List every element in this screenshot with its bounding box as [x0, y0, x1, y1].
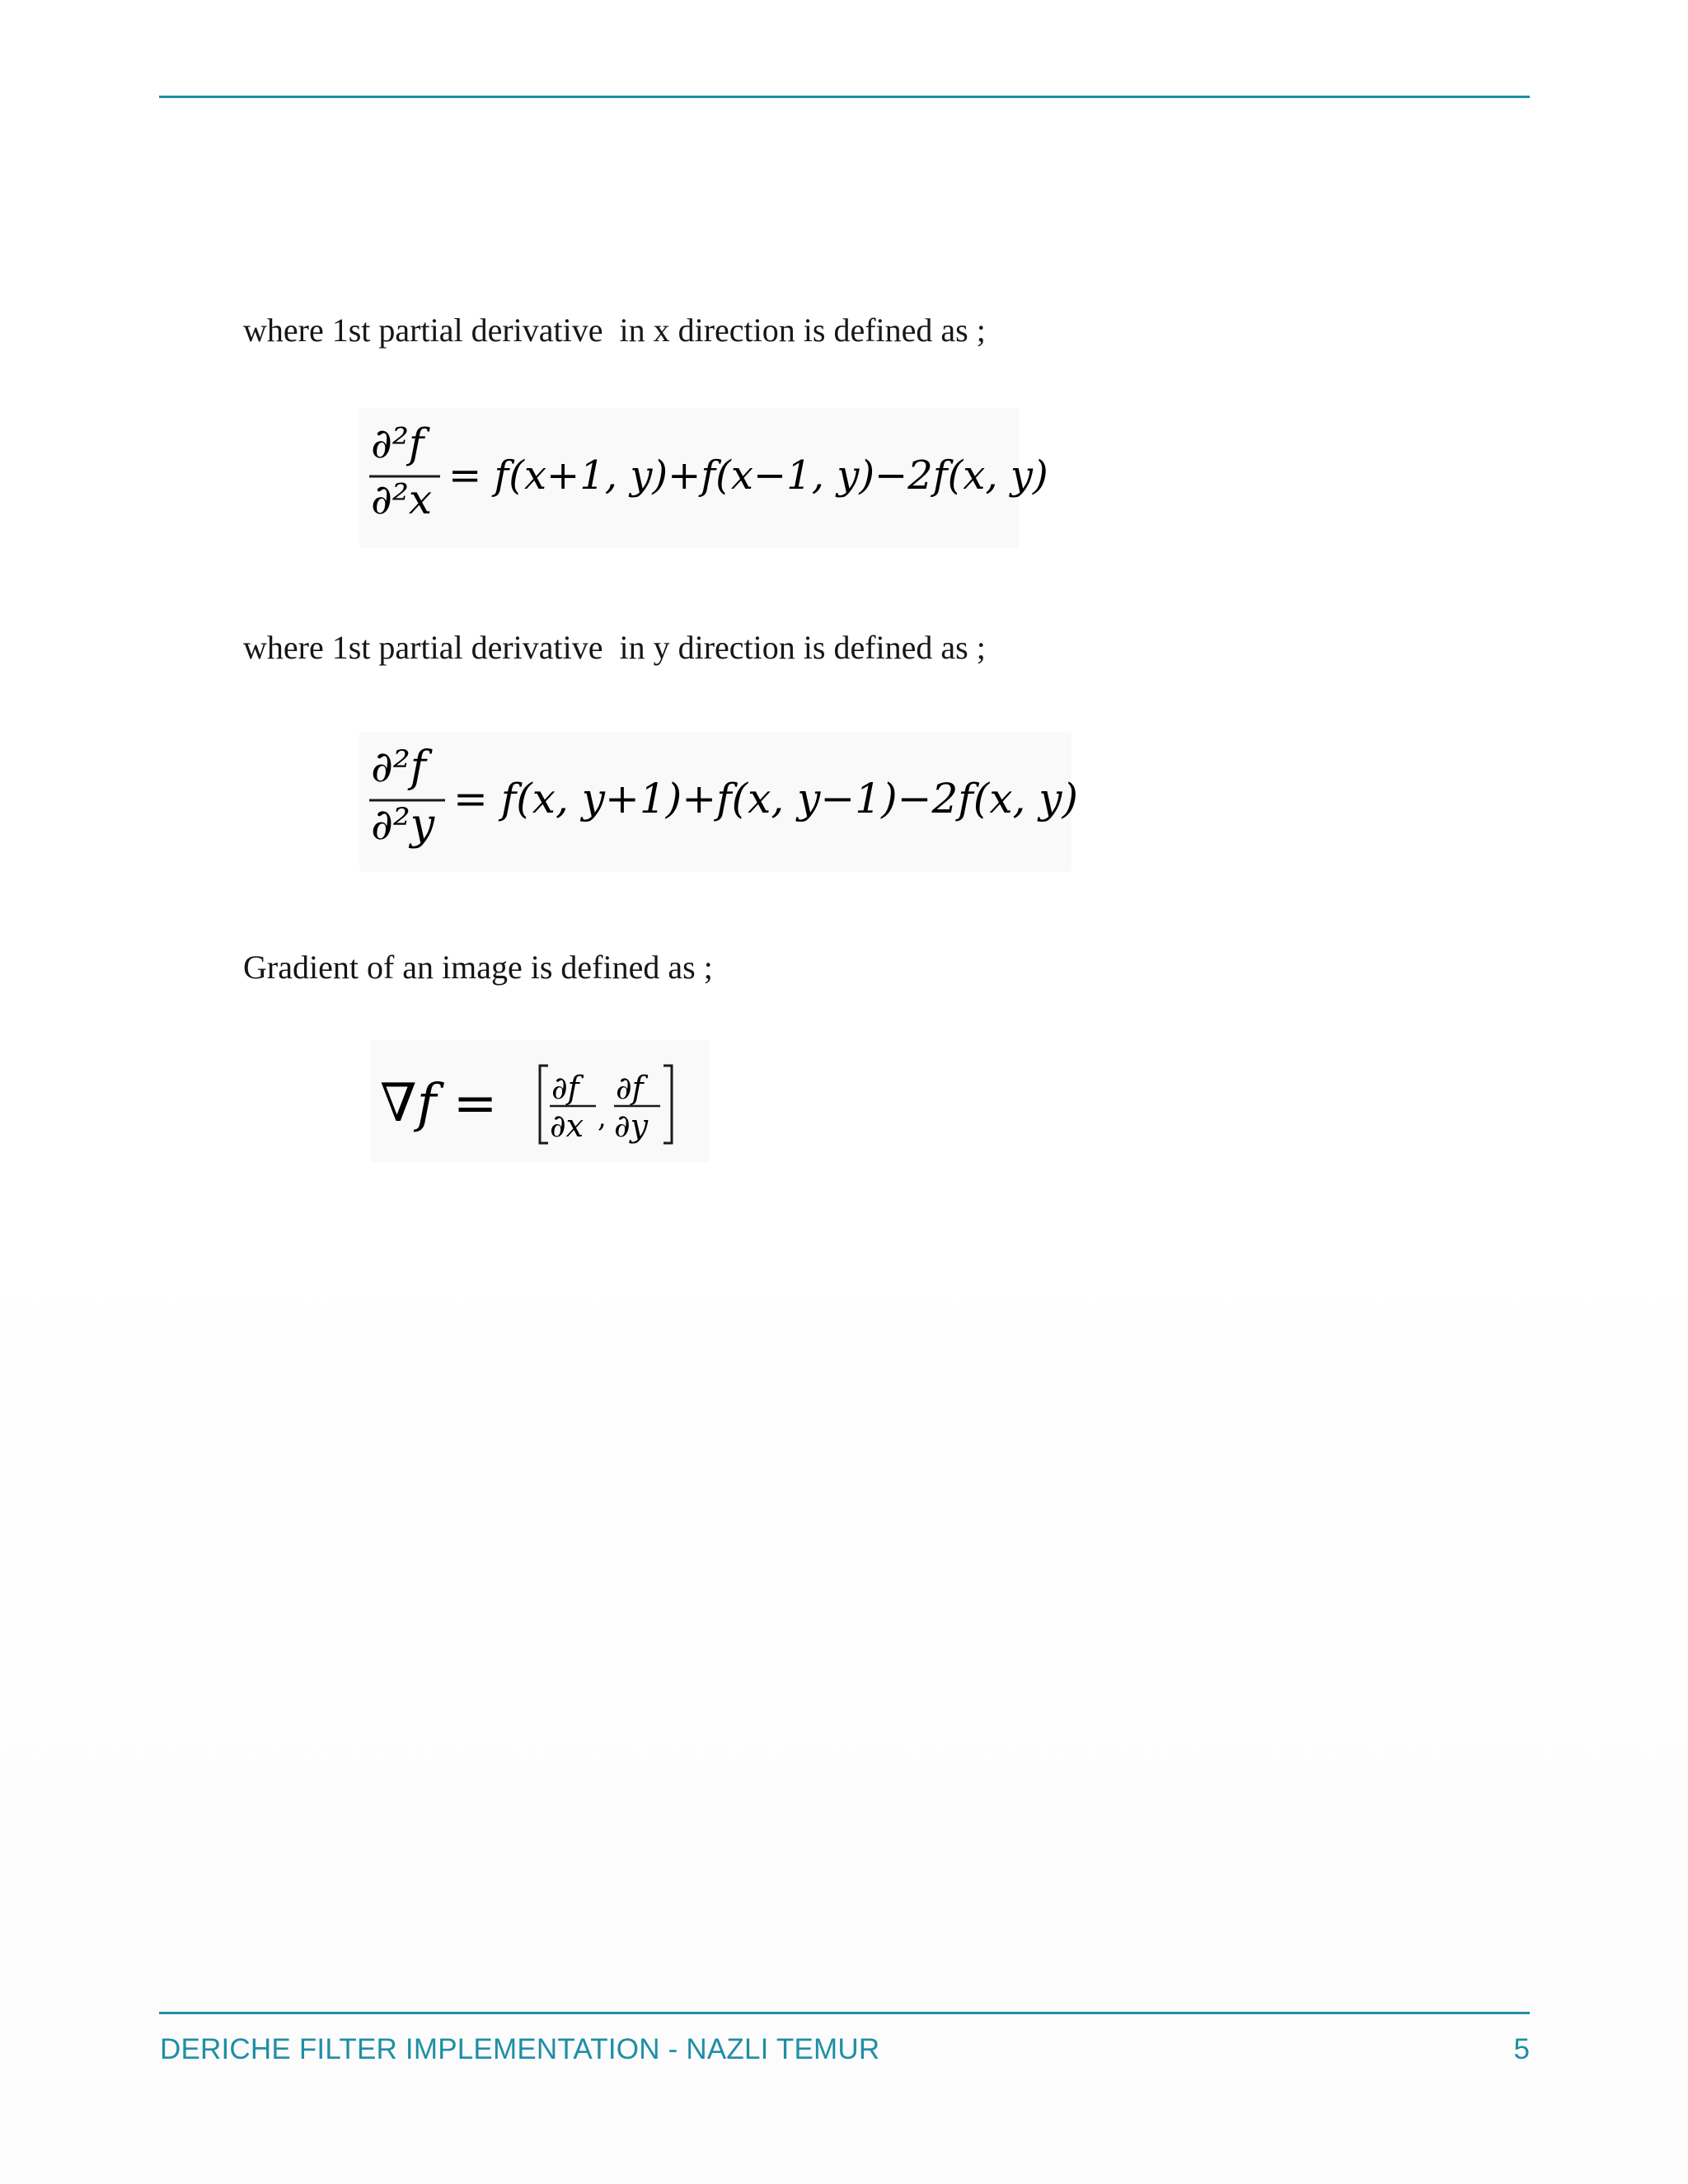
- gradient-formula: [375, 1051, 705, 1158]
- gradient-intro: Gradient of an image is defined as ;: [243, 949, 713, 986]
- gradient-frac2-numerator: ∂f: [616, 1070, 644, 1106]
- gradient-equation: [375, 1051, 705, 1158]
- formula1-numerator: ∂²f: [371, 419, 424, 467]
- formula2-numerator: ∂²f: [371, 743, 426, 792]
- footer-rule: [159, 2012, 1530, 2014]
- gradient-frac1-numerator: ∂f: [551, 1070, 579, 1106]
- gradient-frac2-denominator: ∂y: [614, 1108, 649, 1144]
- x-derivative-equation: [364, 416, 1048, 540]
- gradient-frac1-denominator: ∂x: [550, 1108, 584, 1144]
- formula1-denominator: ∂²x: [371, 476, 433, 523]
- formula2-rhs: = f(x, y+1)+f(x, y−1)−2f(x, y): [453, 775, 1079, 823]
- footer-title: DERICHE FILTER IMPLEMENTATION - NAZLI TEMUR: [160, 2033, 880, 2065]
- x-second-derivative-formula: [364, 416, 1048, 540]
- formula2-denominator: ∂²y: [371, 800, 435, 850]
- y-second-derivative-formula: [364, 740, 1079, 864]
- formula1-rhs: = f(x+1, y)+f(x−1, y)−2f(x, y): [448, 452, 1048, 499]
- y-derivative-intro: where 1st partial derivative in y direction is defined as ;: [243, 629, 986, 666]
- page-number: 5: [1513, 2033, 1530, 2065]
- left-bracket: [540, 1066, 548, 1143]
- right-bracket: [663, 1066, 672, 1143]
- x-derivative-intro: where 1st partial derivative in x direction is defined as ;: [243, 312, 986, 349]
- header-rule: [159, 96, 1530, 98]
- gradient-lhs: ∇f =: [380, 1073, 498, 1134]
- gradient-separator: ,: [598, 1101, 607, 1134]
- y-derivative-equation: [364, 740, 1079, 864]
